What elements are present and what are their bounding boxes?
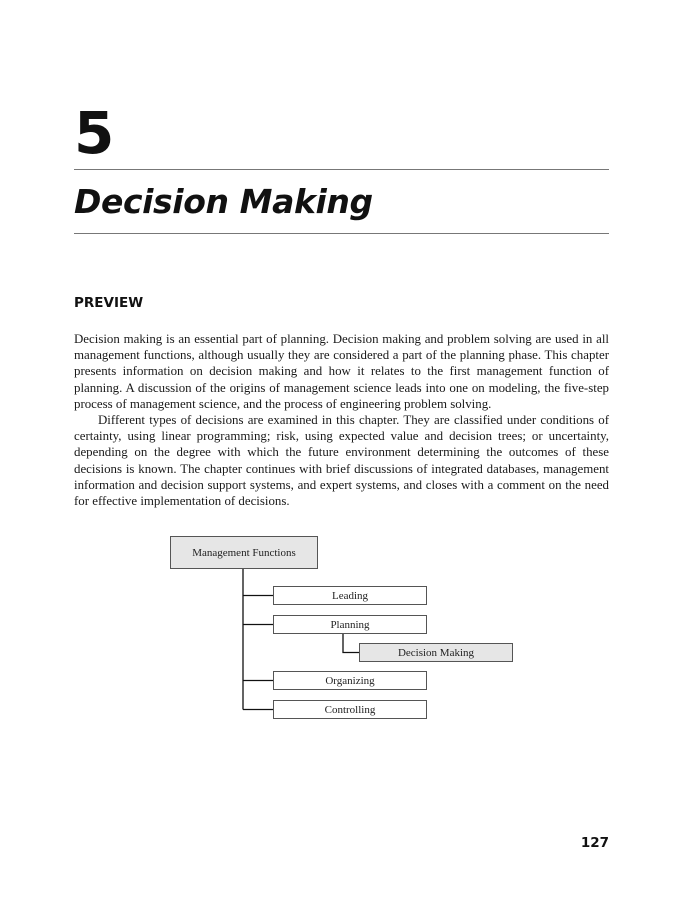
chapter-number: 5 [74,99,115,167]
management-functions-box: Management Functions [170,536,318,569]
top-rule [74,169,609,170]
leading-box: Leading [273,586,427,605]
planning-box: Planning [273,615,427,634]
bottom-rule [74,233,609,234]
controlling-box: Controlling [273,700,427,719]
page-number: 127 [580,835,609,851]
chapter-title: Decision Making [74,182,373,221]
decision-making-box: Decision Making [359,643,513,662]
organizing-box: Organizing [273,671,427,690]
body-text [74,331,609,509]
section-heading: PREVIEW [74,295,144,311]
decision-making-connector [343,634,359,653]
paragraph-1: Decision making is an essential part of planning. Decision making and problem solving are used in all management functions, although usually they are considered a part of the planning phase. This chapter presents information on decision making and how it relates to the first management function of planning. A discussion of the origins of management science leads into one on modeling, the five-step process of management science, and the process of engineering problem solving. [74,332,609,411]
paragraph-2: Different types of decisions are examined in this chapter. They are classified under conditions of certainty, using linear programming; risk, using expected value and decision trees; or uncertainty, depending on the degree with which the future environment determining the outcomes of these decisions is known. The chapter continues with brief discussions of integrated databases, management information and decision support systems, and expert systems, and closes with a comment on the need for effective implementation of decisions. [74,413,609,509]
